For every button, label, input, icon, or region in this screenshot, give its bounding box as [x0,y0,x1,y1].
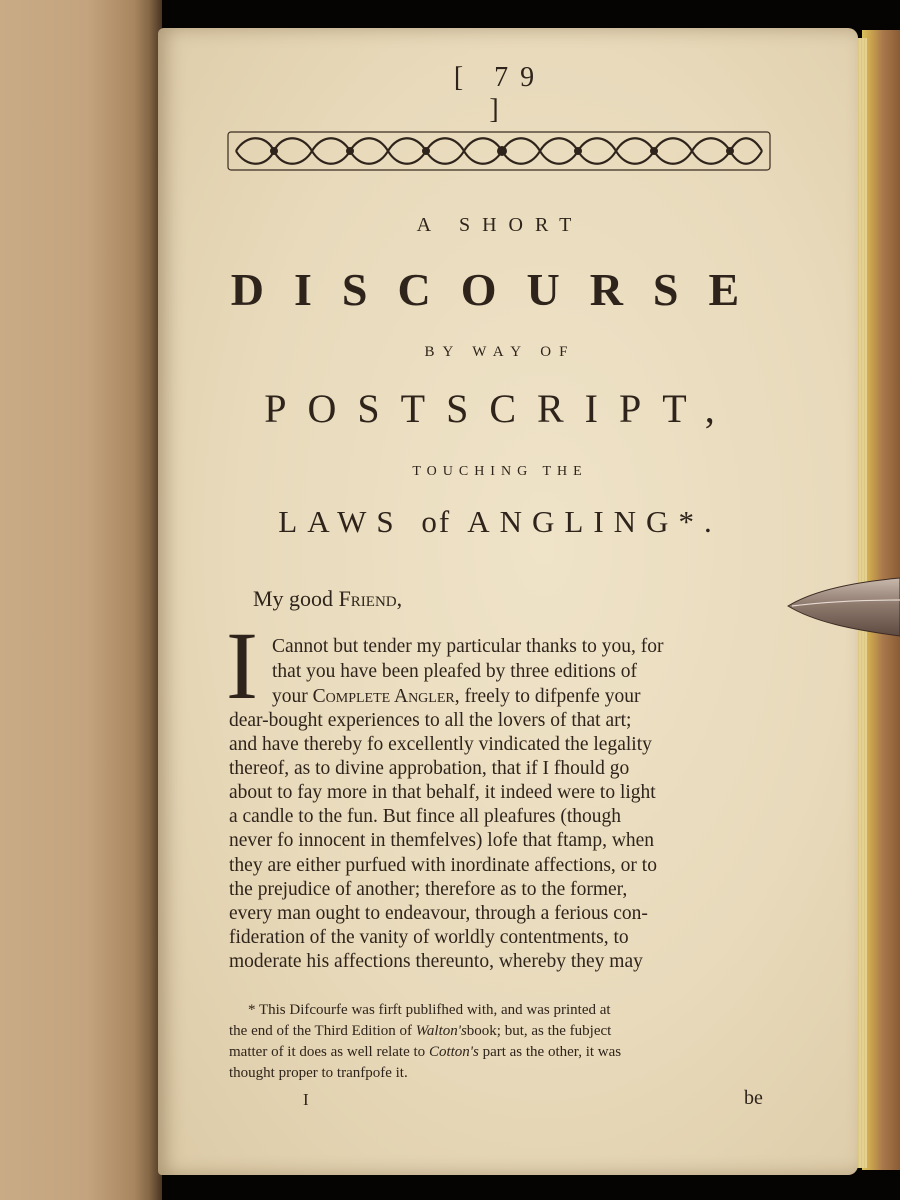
ornament-headpiece [226,128,772,174]
footnote-text: the end of the Third Edition of [229,1023,416,1039]
footnote-text: matter of it does as well relate to [229,1044,429,1060]
body-line: they are either purfued with inordinate affections, or to [229,855,657,876]
body-line: never fo innocent in themfelves) lofe that ftamp, when [229,830,655,851]
title-laws-word: LAWS [278,504,404,539]
footnote-line [229,1023,611,1040]
body-line: that you have been pleafed by three editions of [272,661,637,682]
body-line: the prejudice of another; therefore as to the former, [229,879,628,900]
body-line: dear-bought experiences to all the lovers of that art; [229,710,632,731]
metal-bookmark [784,572,900,642]
body-line: Cannot but tender my particular thanks to you, for [272,636,664,657]
page-number: [ 79 ] [453,62,547,125]
signature-mark: I [303,1090,309,1109]
drop-cap: I [226,612,258,719]
footnote-text: part as the other, it was [478,1044,622,1060]
title-line-short: A SHORT [416,214,584,236]
body-text: freely to difpenfe your [464,686,641,707]
body-line: every man ought to endeavour, through a ferious con- [229,903,648,924]
body-line: about to fay more in that behalf, it indeed were to light [229,782,656,803]
body-line: moderate his affections thereunto, whereby they may [229,951,643,972]
title-of-word: of [421,504,452,539]
title-angling-word: ANGLING*. [467,504,722,539]
body-line: fideration of the vanity of worldly contentments, to [229,927,629,948]
catchword: be [744,1087,763,1109]
salutation-friend: Friend, [338,586,403,611]
body-line: and have thereby fo excellently vindicated the legality [229,734,652,755]
left-page [0,0,158,1200]
salutation [253,586,402,612]
body-line: thereof, as to divine approbation, that if I fhould go [229,758,630,779]
title-postscript: POSTSCRIPT, [264,386,736,431]
body-line: a candle to the fun. But fince all pleafures (though [229,806,622,827]
title-laws-of-angling [200,504,800,540]
salutation-text: My good [253,586,334,611]
body-line [272,686,640,708]
body-text: your [272,686,308,707]
book-title-complete-angler: Complete Angler, [312,686,460,707]
title-discourse: DISCOURSE [230,264,770,315]
footnote-line: * This Difcourfe was firft publifhed with, and was printed at [248,1002,611,1018]
footnote-cotton: Cotton's [428,1044,479,1060]
footnote-line [229,1044,621,1061]
footnote-line: thought proper to tranfpofe it. [229,1065,408,1081]
footnote-walton: Walton's [415,1023,467,1039]
footnote-text: book; but, as the fubject [466,1023,612,1039]
title-touching-the: TOUCHING THE [412,464,588,479]
title-by-way-of: BY WAY OF [424,344,576,360]
